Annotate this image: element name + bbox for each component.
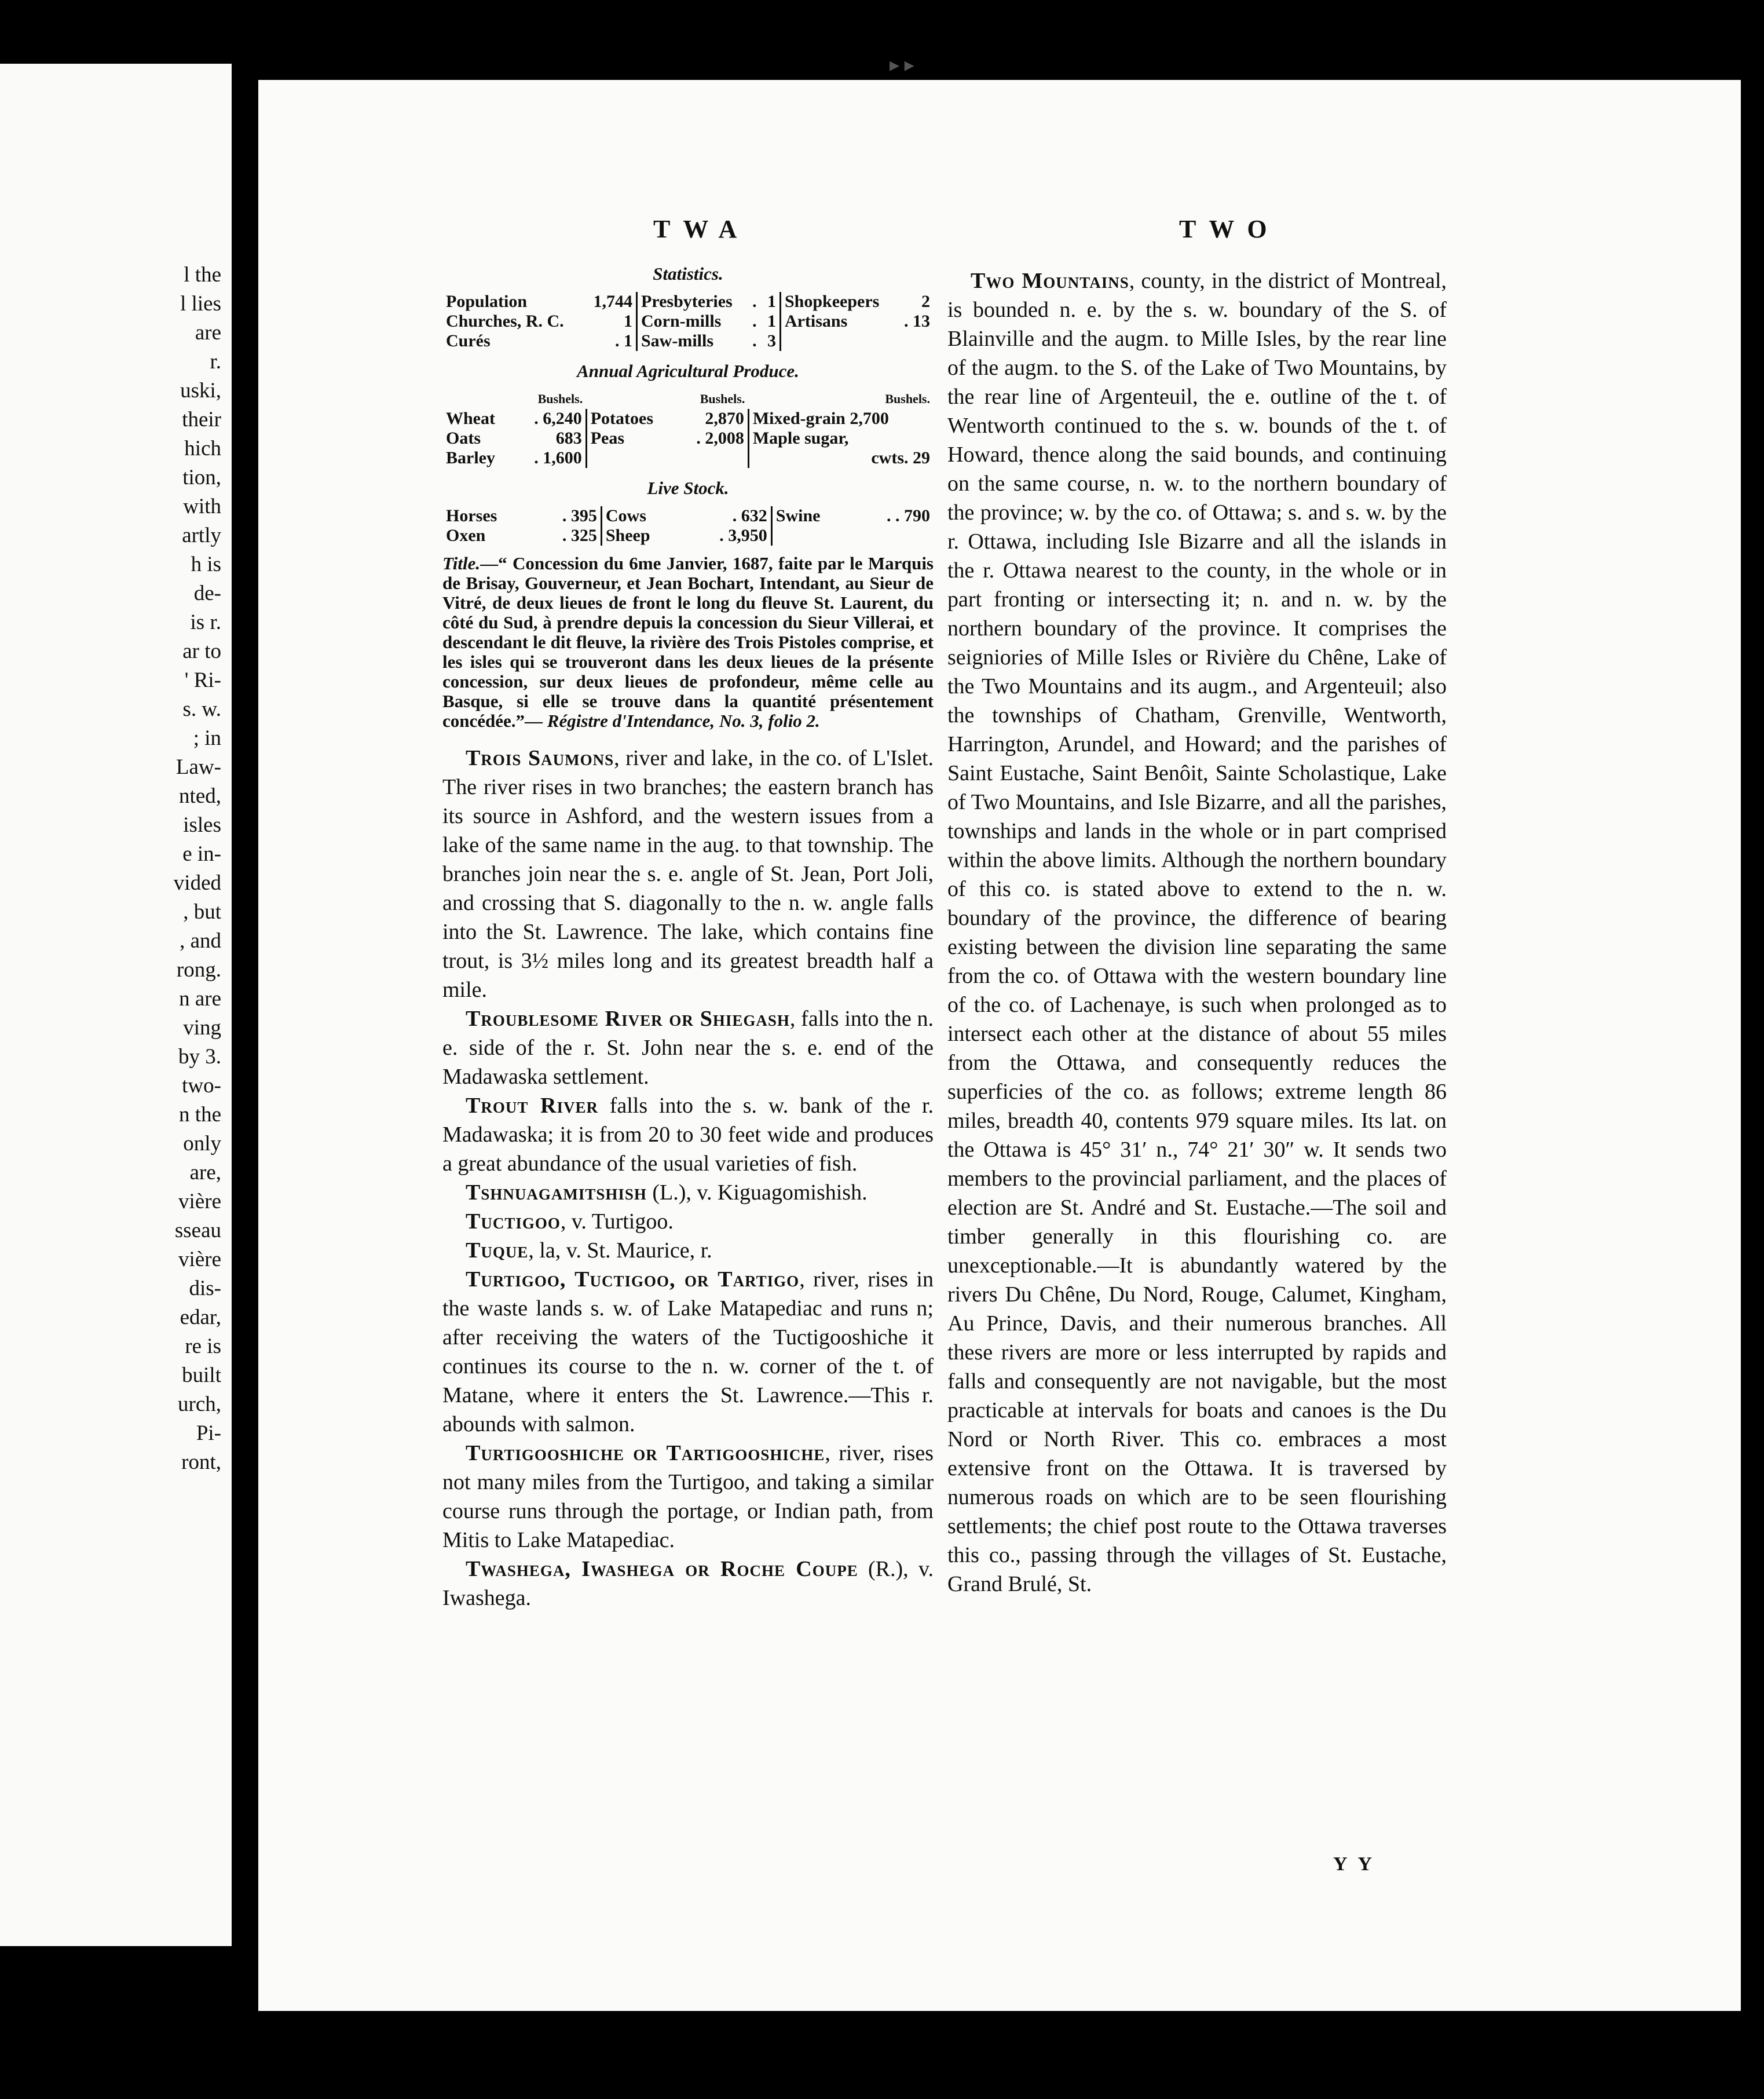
left-page-line: hich <box>184 437 221 460</box>
entry-text: , v. Turtigoo. <box>560 1209 674 1234</box>
left-page-line: by 3. <box>178 1045 221 1069</box>
left-page-line: n are <box>179 987 221 1011</box>
table-cell: Wheat <box>446 409 495 428</box>
left-page-line: their <box>182 408 221 431</box>
unit-label: Bushels. <box>885 392 930 406</box>
table-cell: 683 <box>515 429 586 448</box>
gazetteer-entry <box>442 744 934 1004</box>
left-page-line: sseau <box>174 1219 221 1242</box>
left-page-line: vière <box>178 1190 221 1213</box>
table-cell: . <box>752 331 757 350</box>
left-page-line: vière <box>178 1248 221 1271</box>
entry-head: Trout River <box>466 1094 599 1118</box>
entry-text: , la, v. St. Maurice, r. <box>528 1238 712 1263</box>
table-cell: Presbyteries <box>641 292 733 311</box>
table-cell: . <box>752 312 757 331</box>
table-cell: . <box>752 292 757 311</box>
livestock-table <box>442 506 934 546</box>
left-page-line: l the <box>184 263 221 287</box>
registre-ref: Régistre d'Intendance, No. 3, folio 2. <box>547 711 820 731</box>
table-cell: Sheep <box>605 526 650 545</box>
entry-text: , county, in the district of Montreal, is bounded n. e. by the s. w. boundary of the S. of Blainville and the augm. to Mille Isles, by the rear line of the augm. to the S. of the Lake of Two Mountains, by the rear line of Argenteuil, the e. outline of the t. of Wentworth continued to the s. w. bounds of the t. of Howard, thence along the said bounds, and continuing on the same course, n. w. to the northern boundary of the province; w. by the co. of Ottawa; s. and s. w. by the r. Ottawa, including Isle Bizarre and all the islands in the r. Ottawa nearest to the county, in the whole or in part fronting or intersecting it; n. and n. w. by the northern boundary of the province. It comprises the seigniories of Mille Isles or Rivière du Chêne, Lake of the Two Mountains and its augm., and Argenteuil; also the townships of Chatham, Grenville, Wentworth, Harrington, Arundel, and Howard; and the parishes of Saint Eustache, Saint Benôit, Sainte Scholastique, Lake of Two Mountains, and Isle Bizarre, and all the parishes, townships and lands in the whole or in part comprised within the above limits. Although the northern boundary of this co. is stated above to extend to the n. w. boundary of the province, the difference of bearing existing between the division line separating the same from the co. of Ottawa with the western boundary line of the co. of Lachenaye, is such when prolonged as to intersect each other at the distance of about 55 miles from the Ottawa, and consequently reduces the superficies of the co. as follows; extreme length 86 miles, breadth 40, contents 979 square miles. Its lat. on the Ottawa is 45° 31′ n., 74° 21′ 30″ w. It sends two members to the provincial parliament, and the places of election are St. André and St. Eustache.—The soil and timber generally in this flourishing co. are unexceptionable.—It is abundantly watered by the rivers Du Chêne, Du Nord, Rouge, Calumet, Kingham, Au Prince, Davis, and their numerous branches. All these rivers are more or less interrupted by rapids and falls and consequently are not navigable, but the most practicable at intervals for boats and canoes is the Du Nord or North River. This co. embraces a most extensive front on the Ottawa. It is traversed by numerous roads on which are to be seen flourishing settlements; the chief post route to the Ottawa traverses this co., passing through the villages of St. Eustache, Grand Brulé, St. <box>947 269 1447 1596</box>
entry-head: Twashega, Iwashega or Roche Coupe <box>466 1557 858 1581</box>
left-page-line: s. w. <box>182 697 221 721</box>
left-page-line: nted, <box>179 784 221 808</box>
left-page-line: e in- <box>182 842 221 866</box>
left-page-line: ront, <box>181 1450 221 1474</box>
table-cell <box>586 448 677 468</box>
unit-label: Bushels. <box>537 392 583 406</box>
left-page-line: r. <box>210 350 221 374</box>
left-page-line: built <box>182 1363 221 1387</box>
left-page-line: uski, <box>180 379 221 403</box>
gazetteer-entry <box>947 266 1447 1599</box>
table-cell: 2 <box>921 292 930 311</box>
right-entries <box>947 266 1447 1599</box>
left-page-line: are <box>195 321 221 345</box>
entry-head: Trois Saumons <box>466 746 614 770</box>
entry-head: Troublesome River or Shiegash <box>466 1007 790 1031</box>
table-cell <box>771 526 854 546</box>
table-cell: 1 <box>584 312 637 331</box>
livestock-heading: Live Stock. <box>647 478 729 498</box>
table-cell: . 13 <box>904 312 930 331</box>
title-note <box>442 554 934 731</box>
table-cell: Curés <box>446 331 491 350</box>
table-row <box>442 292 934 312</box>
gazetteer-entry <box>442 1265 934 1439</box>
left-page-line: urch, <box>178 1392 221 1416</box>
table-cell <box>854 526 934 546</box>
top-marks: ▸ ▸ <box>890 54 914 76</box>
gazetteer-entry <box>442 1004 934 1091</box>
table-cell: Oats <box>446 429 481 448</box>
left-page-line: l lies <box>180 292 221 316</box>
table-cell: Swine <box>775 506 821 525</box>
produce-table <box>442 389 934 468</box>
left-page-line: tion, <box>182 466 221 489</box>
table-row <box>442 331 934 351</box>
left-page-line: ving <box>183 1016 221 1040</box>
table-row <box>442 448 934 468</box>
table-cell: Population <box>446 292 528 311</box>
left-page-fragment <box>0 64 232 1946</box>
left-page-line: n the <box>179 1103 221 1127</box>
entry-head: Turtigoo, Tuctigoo, or Tartigo <box>466 1267 800 1292</box>
table-cell: Horses <box>446 506 497 525</box>
title-label: Title. <box>442 553 481 573</box>
table-cell: 2,870 <box>677 409 748 429</box>
book-page <box>258 54 1741 2011</box>
gazetteer-entry <box>442 1178 934 1207</box>
table-cell: Saw-mills <box>641 331 714 350</box>
left-page-line: is r. <box>190 610 221 634</box>
table-cell: Maple sugar, <box>752 429 849 448</box>
unit-label <box>586 389 677 409</box>
signature-mark: Y Y <box>1333 1853 1376 1875</box>
left-page-line: h is <box>191 553 221 576</box>
left-page-line: two- <box>182 1074 221 1098</box>
entry-text: , river, rises in the waste lands s. w. of Lake Matapediac and runs n; after receiving the waters of the Tuctigooshiche it continues its course to the n. w. corner of the t. of Matane, where it enters the St. Lawrence.—This r. abounds with salmon. <box>442 1267 934 1436</box>
left-page-line: are, <box>189 1161 221 1184</box>
table-row <box>442 429 934 448</box>
entry-head: Turtigooshiche or Tartigooshiche <box>466 1441 825 1465</box>
left-page-line: vided <box>173 871 221 895</box>
table-cell: 1 <box>762 312 780 331</box>
left-page-line: with <box>183 495 221 518</box>
table-cell: . 325 <box>534 526 601 546</box>
left-page-line: Pi- <box>196 1421 221 1445</box>
left-page-line: , but <box>183 900 221 924</box>
table-cell: Corn-mills <box>641 312 722 331</box>
table-cell: . 1 <box>584 331 637 351</box>
table-cell: Mixed-grain 2,700 <box>752 409 889 428</box>
table-cell <box>780 331 896 351</box>
table-row <box>442 312 934 331</box>
left-page-line: edar, <box>180 1306 221 1329</box>
unit-label: Bushels. <box>700 392 745 406</box>
left-page-line: artly <box>182 524 221 547</box>
left-page-line: , and <box>180 929 221 953</box>
table-row <box>442 526 934 546</box>
gazetteer-entry <box>442 1236 934 1265</box>
table-cell: 3 <box>762 331 780 351</box>
left-page-line: ; in <box>193 726 221 750</box>
entry-head: Two Mountains <box>971 269 1129 293</box>
gazetteer-entry <box>442 1207 934 1236</box>
table-cell: Peas <box>590 429 625 448</box>
entry-text: (L.), v. Kiguagomishish. <box>646 1180 868 1205</box>
table-cell <box>896 331 934 351</box>
table-cell: . 395 <box>534 506 601 526</box>
entry-text: falls into the s. w. bank of the r. Madawaska; it is from 20 to 30 feet wide and produces a great abundance of the usual varieties of fish. <box>442 1094 934 1176</box>
table-cell: Barley <box>446 448 495 467</box>
table-cell: 1,744 <box>584 292 637 312</box>
gazetteer-entry <box>442 1555 934 1612</box>
statistics-heading: Statistics. <box>653 264 723 284</box>
table-cell: Artisans <box>784 312 848 331</box>
entry-text: , river, rises not many miles from the Turtigoo, and taking a similar course runs through the portage, or Indian path, from Mitis to Lake Matapediac. <box>442 1441 934 1552</box>
page-gutter <box>232 58 258 1969</box>
left-page-line: ar to <box>182 639 221 663</box>
left-page-line: rong. <box>176 958 221 982</box>
entry-text: , falls into the n. e. side of the r. St. John near the s. e. end of the Madawaska settlement. <box>442 1007 934 1089</box>
left-column <box>442 254 934 1612</box>
table-row <box>442 409 934 429</box>
entry-text: , river and lake, in the co. of L'Islet. The river rises in two branches; the eastern branch has its source in Ashford, and the western issues from a lake of the same name in the aug. to that township. The branches join near the s. e. angle of St. Jean, Port Joli, and crossing that S. diagonally to the n. w. angle falls into the St. Lawrence. The lake, which contains fine trout, is 3½ miles long and its greatest breadth half a mile. <box>442 746 934 1002</box>
entry-head: Tshnuagamitshish <box>466 1180 647 1205</box>
entry-head: Tuque <box>466 1238 529 1263</box>
table-cell: . 2,008 <box>677 429 748 448</box>
table-cell: . 1,600 <box>515 448 586 468</box>
table-cell: . 632 <box>684 506 772 526</box>
table-cell: Cows <box>605 506 646 525</box>
left-page-line: Law- <box>175 755 221 779</box>
statistics-table <box>442 292 934 351</box>
gazetteer-entry <box>442 1439 934 1555</box>
table-cell: Potatoes <box>590 409 654 428</box>
left-page-line: dis- <box>189 1277 221 1300</box>
table-cell <box>677 448 748 468</box>
table-cell: 1 <box>762 292 780 312</box>
table-cell: Oxen <box>446 526 486 545</box>
table-cell: . 6,240 <box>515 409 586 429</box>
table-cell: . . 790 <box>887 506 930 525</box>
right-column <box>947 266 1447 1599</box>
left-page-line: isles <box>183 813 221 837</box>
table-cell: Shopkeepers <box>784 292 880 311</box>
gazetteer-entry <box>442 1091 934 1178</box>
left-page-line: ' Ri- <box>184 668 221 692</box>
produce-heading: Annual Agricultural Produce. <box>577 361 799 381</box>
table-cell: cwts. 29 <box>871 448 930 467</box>
entry-text: (R.), v. Iwashega. <box>442 1557 934 1610</box>
unit-label <box>442 389 515 409</box>
table-cell: . 3,950 <box>684 526 772 546</box>
table-cell: Churches, R. C. <box>446 312 564 331</box>
left-page-line: only <box>183 1132 221 1155</box>
table-row <box>442 506 934 526</box>
running-head-right: TWO <box>1179 215 1280 243</box>
running-head-left: TWA <box>653 215 750 243</box>
left-page-line: de- <box>193 582 221 605</box>
left-entries <box>442 744 934 1612</box>
title-text: —“ Concession du 6me Janvier, 1687, faite par le Marquis de Brisay, Gouverneur, et Jean Bochart, Intendant, au Sieur de Vitré, de deux lieues de front le long du fleuve St. Laurent, du côté du Sud, à prendre depuis la concession du Sieur Villerai, et descendant le dit fleuve, la rivière des Trois Pistoles comprise, et les isles qui se trouveront dans les deux lieues de la présente concession, sur deux lieues de profondeur, même celle au Basque, si elle se trouve dans la quantité présentement concédée.”— <box>442 553 934 731</box>
left-page-line: re is <box>185 1334 221 1358</box>
entry-head: Tuctigoo <box>466 1209 561 1234</box>
